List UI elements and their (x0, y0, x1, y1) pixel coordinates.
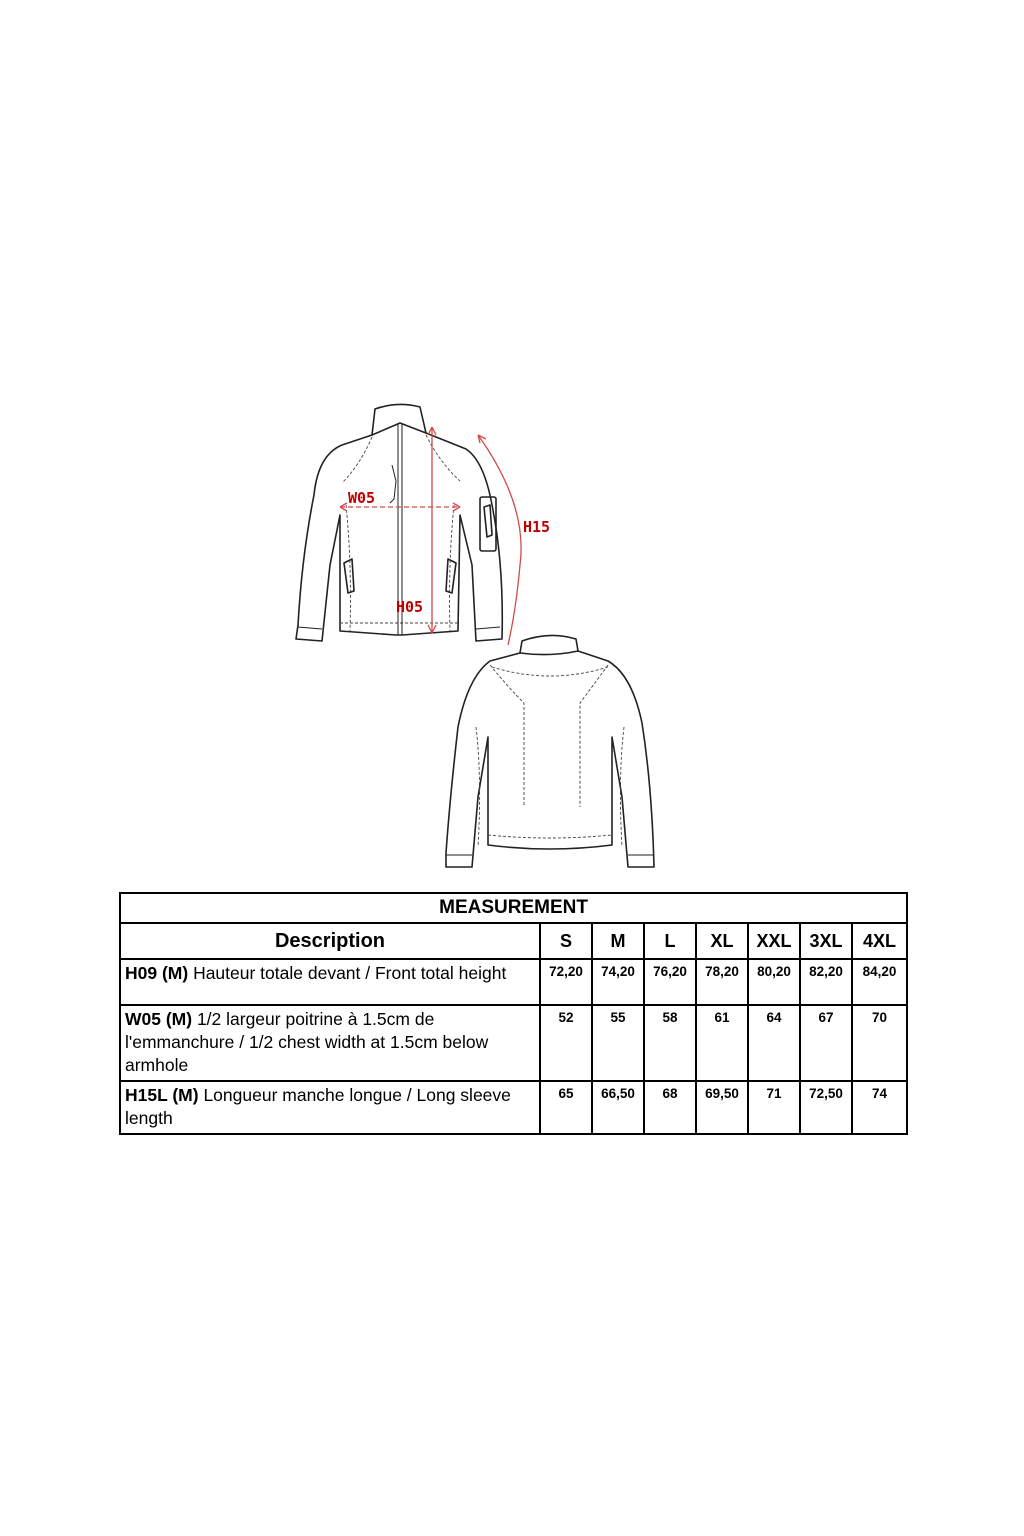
row-value: 78,20 (696, 959, 748, 1005)
row-value: 80,20 (748, 959, 800, 1005)
row-value: 71 (748, 1081, 800, 1134)
description-header: Description (120, 923, 540, 959)
row-value: 65 (540, 1081, 592, 1134)
size-header-xxl: XXL (748, 923, 800, 959)
size-header-xl: XL (696, 923, 748, 959)
table-header-row (120, 923, 907, 959)
row-value: 84,20 (852, 959, 907, 1005)
size-header-3xl: 3XL (800, 923, 852, 959)
row-value: 76,20 (644, 959, 696, 1005)
row-value: 69,50 (696, 1081, 748, 1134)
row-description (120, 1005, 540, 1081)
row-text: Hauteur totale devant / Front total height (188, 963, 507, 983)
row-value: 52 (540, 1005, 592, 1081)
row-value: 55 (592, 1005, 644, 1081)
table-row (120, 959, 907, 1005)
table-row (120, 1081, 907, 1134)
measurement-table (119, 892, 908, 1135)
size-header-l: L (644, 923, 696, 959)
row-code: H09 (M) (125, 963, 189, 983)
row-value: 72,20 (540, 959, 592, 1005)
row-text: Longueur manche longue / Long sleeve length (125, 1085, 511, 1128)
table-title: MEASUREMENT (120, 893, 907, 923)
row-value: 74,20 (592, 959, 644, 1005)
row-value: 74 (852, 1081, 907, 1134)
table-title-row (120, 893, 907, 923)
row-value: 64 (748, 1005, 800, 1081)
row-value: 72,50 (800, 1081, 852, 1134)
row-description (120, 959, 540, 1005)
size-header-4xl: 4XL (852, 923, 907, 959)
h05-label: H05 (396, 598, 424, 616)
row-value: 82,20 (800, 959, 852, 1005)
table-row (120, 1005, 907, 1081)
w05-label: W05 (348, 489, 376, 507)
jacket-back-view (446, 635, 654, 867)
row-code: H15L (M) (125, 1085, 199, 1105)
row-value: 68 (644, 1081, 696, 1134)
h15-label: H15 (523, 518, 551, 536)
row-description (120, 1081, 540, 1134)
jacket-drawing-svg (280, 395, 700, 885)
size-header-m: M (592, 923, 644, 959)
row-value: 66,50 (592, 1081, 644, 1134)
jacket-front-view (296, 404, 550, 645)
row-value: 67 (800, 1005, 852, 1081)
row-value: 70 (852, 1005, 907, 1081)
jacket-technical-drawing (280, 395, 700, 885)
row-value: 61 (696, 1005, 748, 1081)
size-header-s: S (540, 923, 592, 959)
row-code: W05 (M) (125, 1009, 193, 1029)
row-text: 1/2 largeur poitrine à 1.5cm de l'emmanchure / 1/2 chest width at 1.5cm below armhole (125, 1009, 489, 1075)
row-value: 58 (644, 1005, 696, 1081)
